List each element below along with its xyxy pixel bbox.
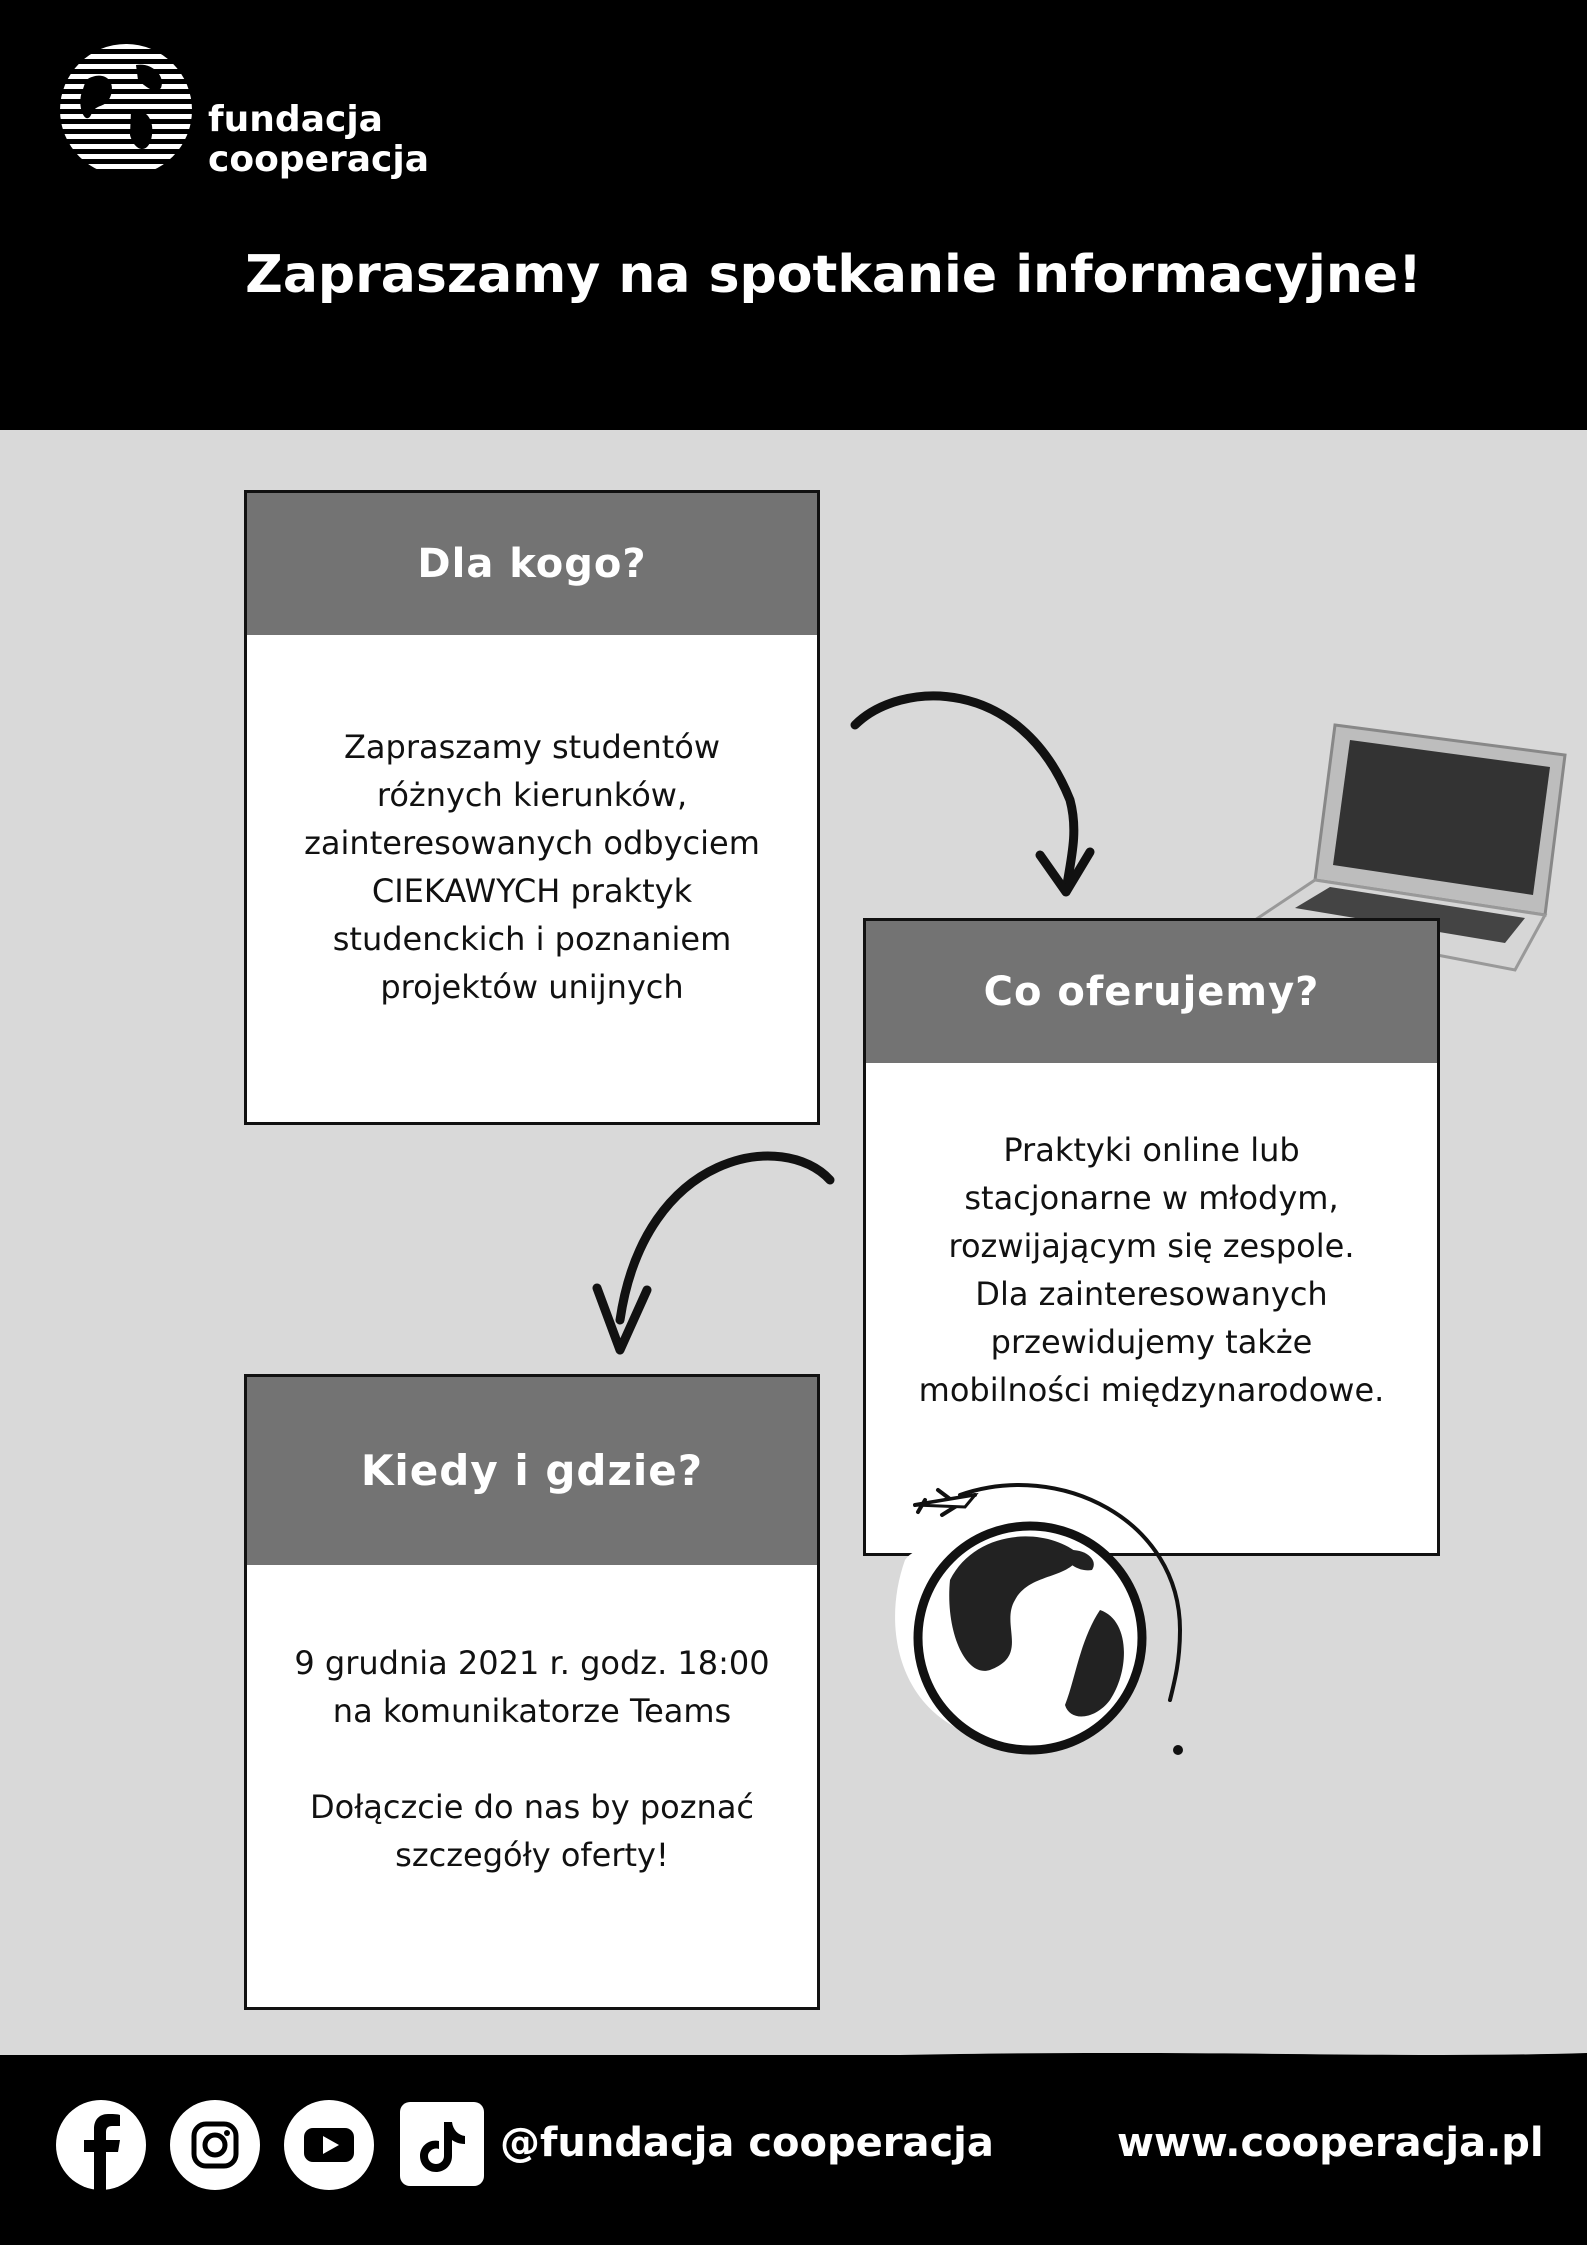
card-body — [267, 723, 797, 1011]
card-line-spacer — [267, 1735, 797, 1783]
youtube-icon[interactable] — [284, 2100, 374, 2190]
card-line: studenckich i poznaniem — [332, 920, 732, 958]
card-line: Zapraszamy studentów — [343, 728, 721, 766]
card-line: stacjonarne w młodym, — [964, 1179, 1339, 1217]
card-line: rozwijającym się zespole. — [948, 1227, 1355, 1265]
card-line: różnych kierunków, — [376, 776, 688, 814]
card-line: CIEKAWYCH praktyk — [371, 872, 693, 910]
card-line: Dla zainteresowanych — [975, 1275, 1328, 1313]
page-title: Zapraszamy na spotkanie informacyjne! — [245, 245, 1422, 305]
card-line: przewidujemy także — [990, 1323, 1313, 1361]
card-line: projektów unijnych — [380, 968, 684, 1006]
website-link[interactable]: www.cooperacja.pl — [1117, 2120, 1544, 2166]
curved-arrow-icon — [840, 680, 1100, 910]
card-for-whom — [244, 490, 820, 1125]
card-when-where — [244, 1374, 820, 2010]
card-body — [886, 1126, 1417, 1414]
globe-logo-icon — [56, 40, 196, 180]
card-title: Dla kogo? — [247, 493, 817, 635]
card-line: Praktyki online lub — [1003, 1131, 1300, 1169]
card-line: mobilności międzynarodowe. — [918, 1371, 1385, 1409]
card-title: Kiedy i gdzie? — [247, 1377, 817, 1565]
social-handle[interactable]: @fundacja cooperacja — [500, 2120, 994, 2166]
header-wave — [0, 400, 1587, 460]
brand-name-line2: cooperacja — [208, 139, 430, 180]
card-line: na komunikatorze Teams — [332, 1692, 732, 1730]
card-line: szczegóły oferty! — [395, 1836, 669, 1874]
instagram-icon[interactable] — [170, 2100, 260, 2190]
facebook-icon[interactable] — [56, 2100, 146, 2190]
curved-arrow-icon — [585, 1140, 845, 1365]
brand-name — [208, 100, 429, 180]
card-line: Dołączcie do nas by poznać — [309, 1788, 755, 1826]
card-body — [267, 1639, 797, 1879]
card-line: zainteresowanych odbyciem — [304, 824, 760, 862]
tiktok-icon[interactable] — [398, 2100, 488, 2190]
brand-name-line1: fundacja — [208, 99, 383, 140]
card-line: 9 grudnia 2021 r. godz. 18:00 — [294, 1644, 770, 1682]
card-title: Co oferujemy? — [866, 921, 1437, 1063]
globe-plane-icon — [880, 1460, 1220, 1760]
header-band — [0, 0, 1587, 430]
